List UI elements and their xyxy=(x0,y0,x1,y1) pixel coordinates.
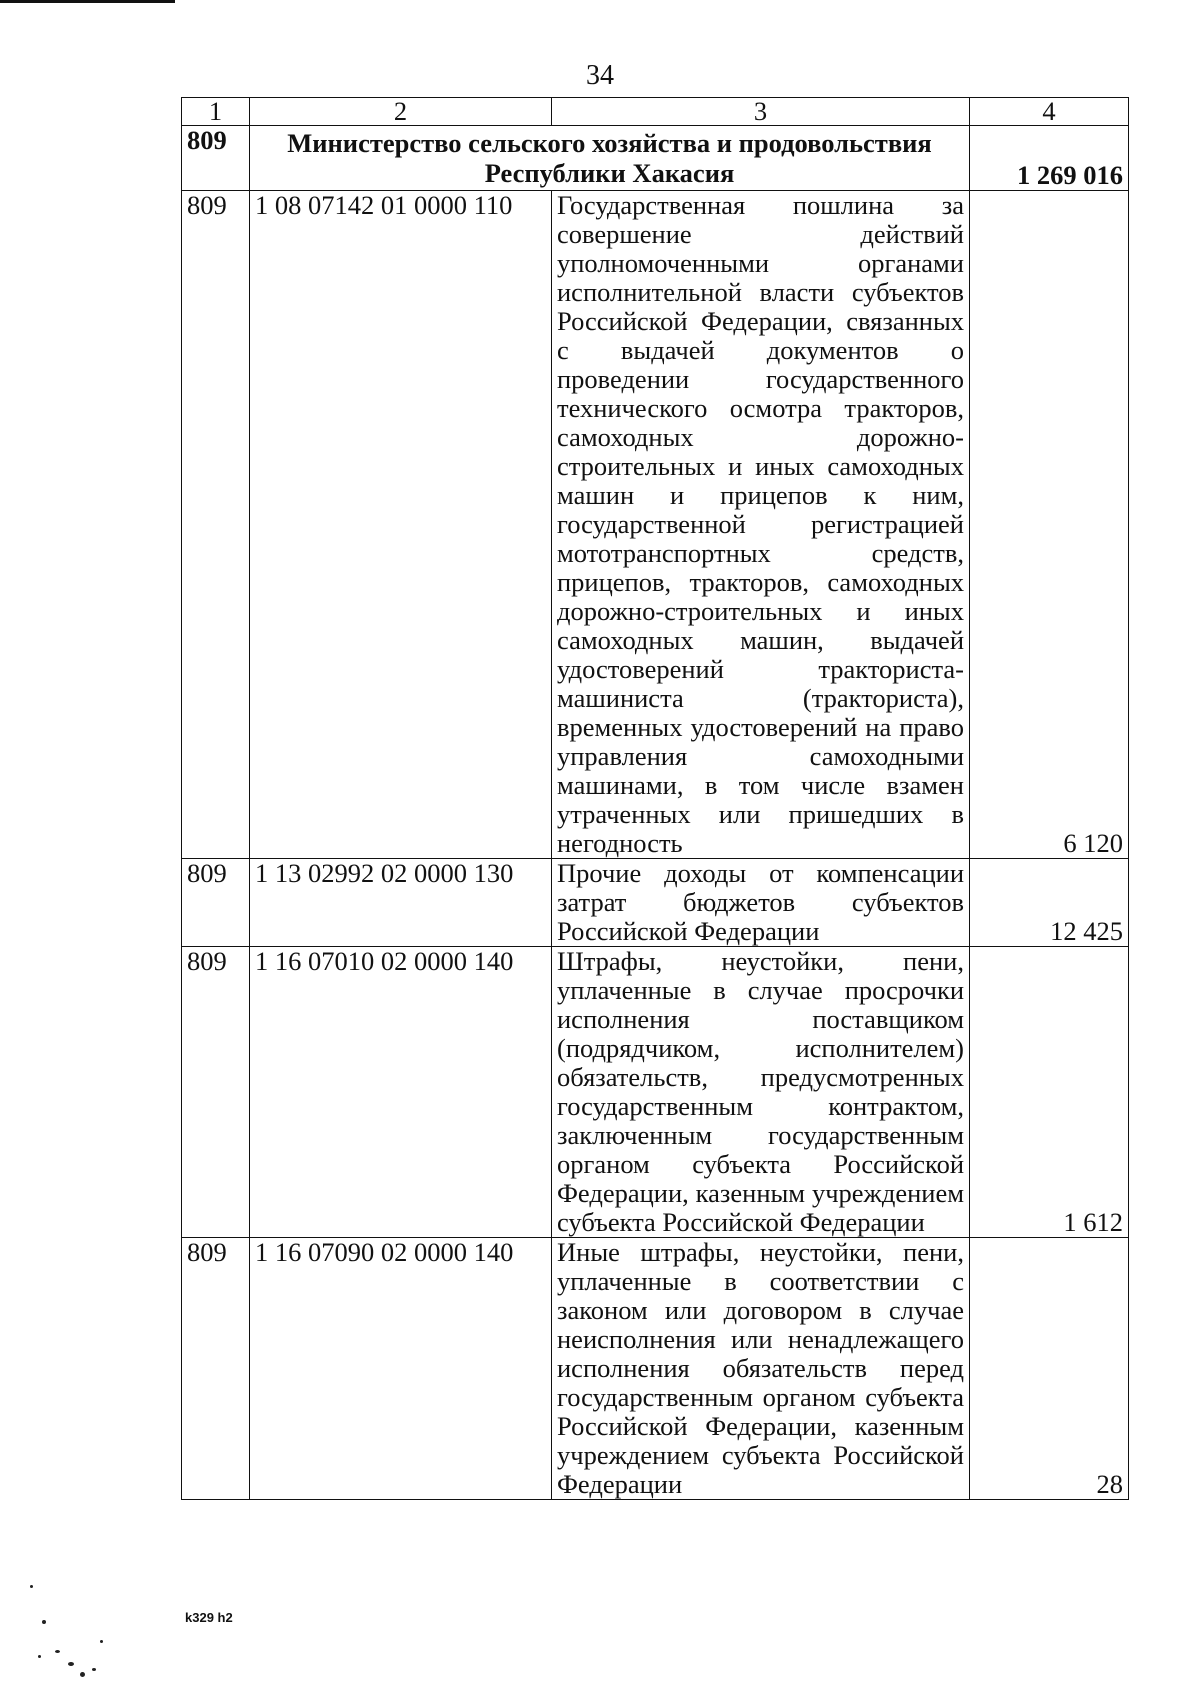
kbk-code: 1 08 07142 01 0000 110 xyxy=(250,191,552,859)
revenue-amount: 28 xyxy=(970,1238,1129,1500)
admin-code: 809 xyxy=(182,947,250,1238)
page-number: 34 xyxy=(586,60,614,91)
kbk-code: 1 16 07090 02 0000 140 xyxy=(250,1238,552,1500)
table-row xyxy=(182,859,1129,947)
revenue-description: Прочие доходы от компенсации затрат бюджетов субъектов Российской Федерации xyxy=(552,859,970,947)
revenue-amount: 6 120 xyxy=(970,191,1129,859)
scan-noise xyxy=(68,1662,74,1666)
kbk-code: 1 16 07010 02 0000 140 xyxy=(250,947,552,1238)
scan-noise xyxy=(100,1640,103,1643)
revenue-description: Государственная пошлина за совершение действий уполномоченными органами исполнительной власти субъектов Российской Федерации, связанных с выдачей документов о проведении государственного технического осмотра тракторов, самоходных дорожно-строительных и иных самоходных машин и прицепов к ним, государственной регистрацией мототранспортных средств, прицепов, тракторов, самоходных дорожно-строительных и иных самоходных машин, выдачей удостоверений тракториста-машиниста (тракториста), временных удостоверений на право управления самоходными машинами, в том числе взамен утраченных или пришедших в негодность xyxy=(552,191,970,859)
ministry-code: 809 xyxy=(182,126,250,191)
header-col-2: 2 xyxy=(250,98,552,126)
table-row xyxy=(182,191,1129,859)
kbk-code: 1 13 02992 02 0000 130 xyxy=(250,859,552,947)
admin-code: 809 xyxy=(182,859,250,947)
ministry-amount: 1 269 016 xyxy=(970,126,1129,191)
scan-noise xyxy=(55,1650,60,1653)
scan-noise xyxy=(92,1668,96,1671)
ministry-row xyxy=(182,126,1129,191)
header-col-1: 1 xyxy=(182,98,250,126)
scan-noise xyxy=(80,1672,85,1677)
ministry-title: Министерство сельского хозяйства и продовольствия Республики Хакасия xyxy=(250,126,970,191)
admin-code: 809 xyxy=(182,1238,250,1500)
revenue-amount: 12 425 xyxy=(970,859,1129,947)
header-col-4: 4 xyxy=(970,98,1129,126)
footer-code: k329 h2 xyxy=(185,1610,233,1625)
admin-code: 809 xyxy=(182,191,250,859)
scan-noise xyxy=(42,1620,46,1624)
table-header-row xyxy=(182,98,1129,126)
scan-noise xyxy=(38,1655,41,1658)
revenue-table xyxy=(181,97,1129,1500)
revenue-description: Штрафы, неустойки, пени, уплаченные в случае просрочки исполнения поставщиком (подрядчиком, исполнителем) обязательств, предусмотренных государственным контрактом, заключенным государственным органом субъекта Российской Федерации, казенным учреждением субъекта Российской Федерации xyxy=(552,947,970,1238)
table-row xyxy=(182,947,1129,1238)
revenue-description: Иные штрафы, неустойки, пени, уплаченные в соответствии с законом или договором в случае неисполнения или ненадлежащего исполнения обязательств перед государственным органом субъекта Российской Федерации, казенным учреждением субъекта Российской Федерации xyxy=(552,1238,970,1500)
table-row xyxy=(182,1238,1129,1500)
header-col-3: 3 xyxy=(552,98,970,126)
scan-noise xyxy=(30,1585,33,1588)
scan-edge-line xyxy=(0,0,175,3)
revenue-amount: 1 612 xyxy=(970,947,1129,1238)
